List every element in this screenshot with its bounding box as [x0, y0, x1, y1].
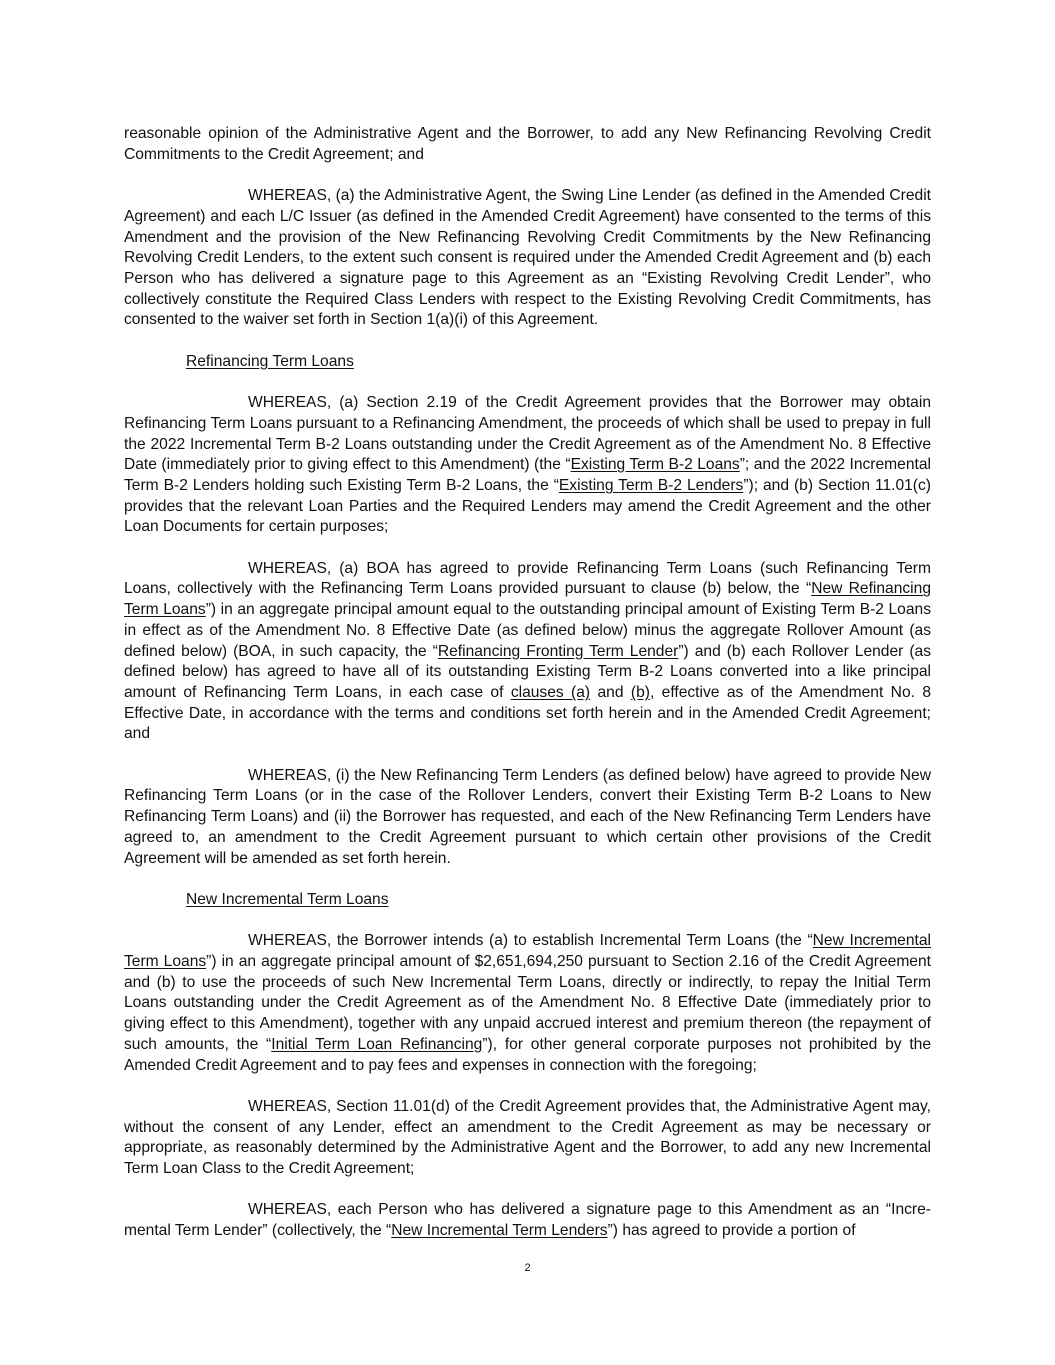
- defined-term: New Incremental Term Loans: [124, 932, 931, 971]
- clause-reference: (b): [630, 683, 650, 701]
- text-run: WHEREAS, the Borrower intends (a) to establish Incremental Term Loans (the “: [248, 932, 813, 950]
- paragraph-whereas-incremental: [124, 931, 931, 1076]
- text-run: , effective as of the Amendment No. 8 Effective Date, in accordance with the terms and conditions set forth herein and in the Amended Credit Agreement; and: [124, 683, 931, 743]
- section-heading-refinancing-term-loans: [186, 352, 931, 373]
- paragraph-whereas-new-refinancing-lenders: WHEREAS, (i) the New Refinancing Term Lenders (as defined below) have agreed to provide New Refinancing Term Loans (or in the case of the Rollover Lenders, convert their Existing Term B-2 Loans to New Refinancing Term Loans) and (ii) the Borrower has requested, and each of the New Refinancing Term Lenders have agreed to, an amendment to the Credit Agreement pursuant to which certain other provisions of the Credit Agreement will be amended as set forth herein.: [124, 766, 931, 867]
- paragraph-whereas-boa: [124, 559, 931, 745]
- text-run: ”), for other general corporate purposes not prohibited by the Amended Credit Agreement and to pay fees and expenses in connection with the foregoing;: [124, 1035, 931, 1074]
- page-number: 2: [524, 1262, 531, 1274]
- section-heading-new-incremental-term-loans: [186, 890, 931, 911]
- defined-term: Existing Term B-2 Loans: [570, 456, 740, 474]
- defined-term: Existing Term B-2 Lenders: [558, 476, 744, 494]
- text-run: WHEREAS, (a) BOA has agreed to provide Refinancing Term Loans (such Refinancing Term Loans, collectively with the Refinancing Term Loans provided pursuant to clause (b) below, the “: [124, 559, 931, 598]
- text-run: and: [590, 683, 631, 701]
- heading-text: Refinancing Term Loans: [186, 352, 354, 370]
- text-run: ”; and the 2022 Incremental Term B-2 Lenders holding such Existing Term B-2 Loans, the “: [124, 456, 931, 494]
- paragraph-continuation: reasonable opinion of the Administrative Agent and the Borrower, to add any New Refinancing Revolving Credit Commitments to the Credit Agreement; and: [124, 125, 931, 163]
- text-run: ”) in an aggregate principal amount equal to the outstanding principal amount of Existing Term B-2 Loans in effect as of the Amendment No. 8 Effective Date (as defined below) minus the aggregate Rollover Amount (as defined below) (BOA, in such capacity, the “: [124, 601, 931, 660]
- text-run: ”) has agreed to provide a portion of: [607, 1222, 856, 1240]
- paragraph-whereas-consent: WHEREAS, (a) the Administrative Agent, the Swing Line Lender (as defined in the Amended Credit Agreement) and each L/C Issuer (as defined in the Amended Credit Agreement) have consented to the terms of this Amendment and the provision of the New Refinancing Revolving Credit Commitments by the New Refinancing Revolving Credit Lenders, to the extent such consent is required under the Amended Credit Agreement and (b) each Person who has delivered a signature page to this Agreement as an “Existing Revolving Credit Lender”, who collectively constitute the Required Class Lenders with respect to the Existing Revolving Credit Commitments, has consented to the waiver set forth in Section 1(a)(i) of this Agreement.: [124, 187, 931, 329]
- text-run: ”) in an aggregate principal amount of $2,651,694,250 pursuant to Section 2.16 of the Credit Agreement and (b) to use the proceeds of such New Incremental Term Loans, directly or indirectly, to repay the Initial Term Loans outstanding under the Credit Agreement as of the Amendment No. 8 Effective Date (immediately prior to giving effect to this Amendment), together with any unpaid accrued interest and premium thereon (the repayment of such amounts, the “: [124, 953, 931, 1053]
- text-run: WHEREAS, each Person who has delivered a signature page to this Amendment as an “Incremental Term Lender” (collectively, the “: [124, 1201, 931, 1240]
- paragraph-whereas-section-11-01-d: WHEREAS, Section 11.01(d) of the Credit Agreement provides that, the Administrative Agent may, without the consent of any Lender, effect an amendment to the Credit Agreement as may be necessary or appropriate, as reasonably determined by the Administrative Agent and the Borrower, to add any new Incremental Term Loan Class to the Credit Agreement;: [124, 1097, 931, 1178]
- paragraph-whereas-refinancing-amendment: [124, 393, 931, 538]
- defined-term: Initial Term Loan Refinancing: [271, 1035, 483, 1053]
- defined-term: Refinancing Fronting Term Lender: [437, 642, 679, 660]
- document-body: [124, 124, 931, 1242]
- text-run: ”) and (b) each Rollover Lender (as defined below) has agreed to have all of its outstanding Existing Term B-2 Loans converted into a like principal amount of Refinancing Term Loans, in each case of: [124, 642, 932, 701]
- defined-term: New Refinancing Term Loans: [124, 580, 931, 619]
- text-run: WHEREAS, (a) Section 2.19 of the Credit Agreement provides that the Borrower may obtain Refinancing Term Loans pursuant to a Refinancing Amendment, the proceeds of which shall be used to prepay in full the 2022 Incremental Term B-2 Loans outstanding under the Credit Agreement as of the Amendment No. 8 Effective Date (immediately prior to giving effect to this Amendment) (the “: [124, 394, 931, 474]
- defined-term: New Incremental Term Lenders: [391, 1222, 608, 1240]
- clause-reference: clauses (a): [510, 683, 591, 701]
- heading-text: New Incremental Term Loans: [186, 890, 389, 908]
- paragraph-whereas-incremental-lenders: [124, 1200, 931, 1241]
- text-run: ”); and (b) Section 11.01(c) provides that the relevant Loan Parties and the Required Lenders may amend the Credit Agreement and the other Loan Documents for certain purposes;: [124, 476, 931, 536]
